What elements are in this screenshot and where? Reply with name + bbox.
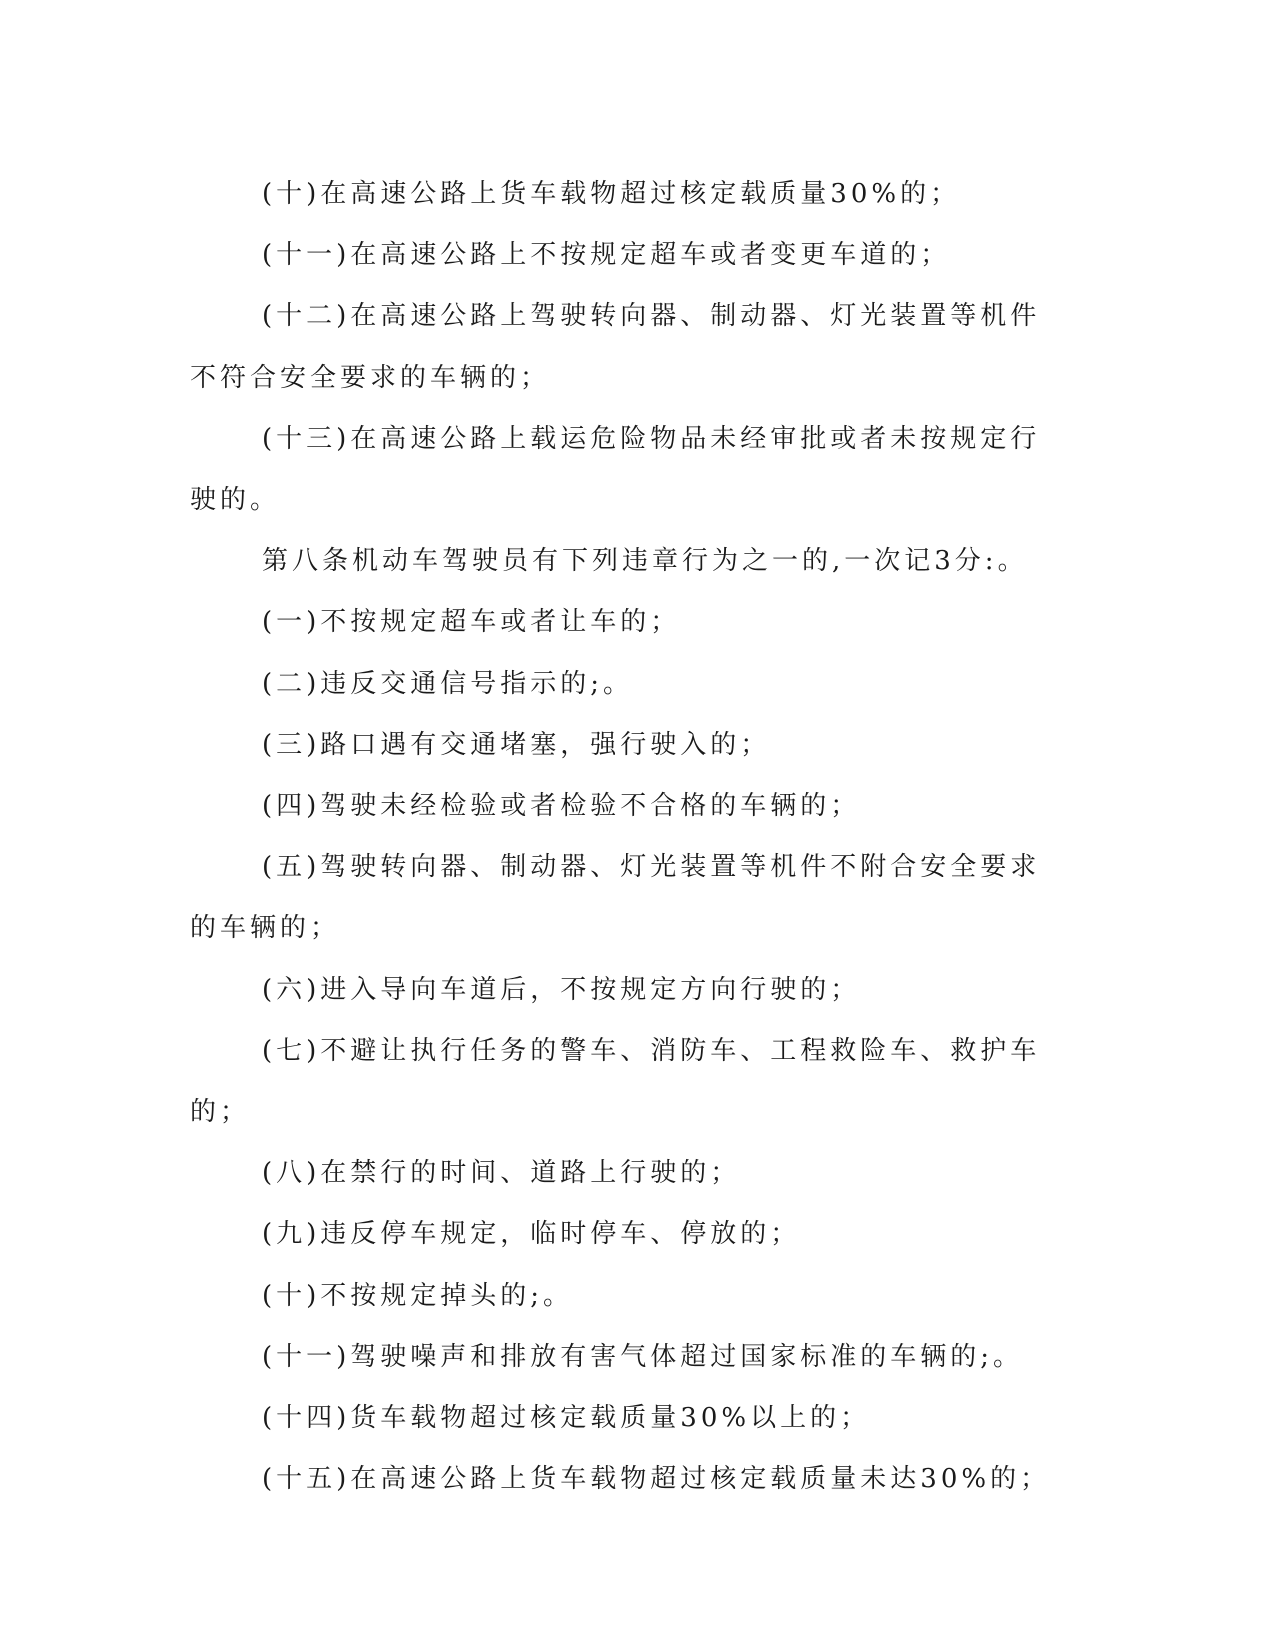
paragraph: (六)进入导向车道后，不按规定方向行驶的； bbox=[262, 974, 861, 1005]
paragraph: 第八条机动车驾驶员有下列违章行为之一的,一次记3分:。 bbox=[262, 546, 1028, 577]
paragraph: (八)在禁行的时间、道路上行驶的； bbox=[262, 1158, 741, 1189]
paragraph: (十一)驾驶噪声和排放有害气体超过国家标准的车辆的;。 bbox=[262, 1341, 1024, 1372]
paragraph: (九)违反停车规定，临时停车、停放的； bbox=[262, 1219, 801, 1250]
paragraph: (十三)在高速公路上载运危险物品未经审批或者未按规定行驶的。 bbox=[190, 423, 1041, 516]
paragraph: (二)违反交通信号指示的;。 bbox=[262, 668, 634, 699]
paragraph: (五)驾驶转向器、制动器、灯光装置等机件不附合安全要求的车辆的； bbox=[190, 852, 1041, 944]
document-body bbox=[190, 164, 1070, 1510]
paragraph: (十一)在高速公路上不按规定超车或者变更车道的； bbox=[262, 240, 951, 271]
paragraph: (十二)在高速公路上驾驶转向器、制动器、灯光装置等机件不符合安全要求的车辆的； bbox=[190, 301, 1041, 393]
paragraph: (十五)在高速公路上货车载物超过核定载质量未达30%的； bbox=[262, 1464, 1051, 1495]
paragraph: (七)不避让执行任务的警车、消防车、工程救险车、救护车的； bbox=[190, 1035, 1041, 1128]
paragraph: (一)不按规定超车或者让车的； bbox=[262, 607, 681, 638]
paragraph: (四)驾驶未经检验或者检验不合格的车辆的； bbox=[262, 791, 861, 822]
paragraph: (十)不按规定掉头的;。 bbox=[262, 1280, 574, 1311]
paragraph: (十四)货车载物超过核定载质量30%以上的； bbox=[262, 1403, 871, 1434]
paragraph: (三)路口遇有交通堵塞，强行驶入的； bbox=[262, 729, 771, 760]
paragraph: (十)在高速公路上货车载物超过核定载质量30%的； bbox=[262, 179, 961, 209]
